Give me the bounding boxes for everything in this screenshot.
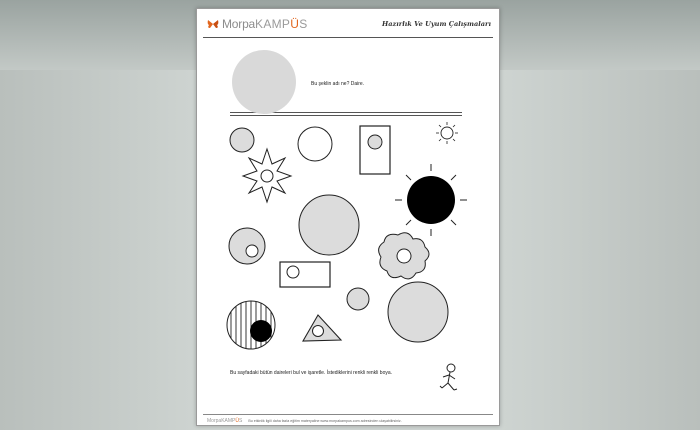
circle-small-middle[interactable] bbox=[347, 288, 369, 310]
black-circle-inner[interactable] bbox=[250, 320, 272, 342]
footer-text: Bu etkinlik ilgili daha fazla eğitim materyaline www.morpakampus.com adresinden ulaşabilirsiniz. bbox=[248, 419, 402, 423]
circle-in-starburst[interactable] bbox=[261, 170, 273, 182]
circle-large-bottom-right[interactable] bbox=[388, 282, 448, 342]
circle-medium-left[interactable] bbox=[229, 228, 265, 264]
worksheet-page bbox=[196, 8, 500, 426]
shapes-canvas bbox=[197, 9, 499, 425]
brand-prefix: Morpa bbox=[222, 17, 256, 31]
stick-figure-icon bbox=[440, 364, 457, 390]
circle-in-horizontal-rectangle[interactable] bbox=[287, 266, 299, 278]
brand-main: KAMPÜS bbox=[255, 17, 308, 31]
circle-in-circle[interactable] bbox=[246, 245, 258, 257]
circle-large-center[interactable] bbox=[299, 195, 359, 255]
page-footer bbox=[207, 418, 402, 424]
circle-in-rectangle[interactable] bbox=[368, 135, 382, 149]
striped-circle[interactable] bbox=[227, 299, 275, 351]
example-circle bbox=[232, 50, 296, 114]
question-text: Bu şeklin adı ne? Daire. bbox=[311, 81, 365, 87]
instruction-text: Bu sayfadaki bütün daireleri bul ve işaretle. İstediklerini renkli renkli boya. bbox=[230, 370, 393, 376]
starburst-shape[interactable] bbox=[243, 149, 291, 202]
footer-divider bbox=[203, 414, 493, 415]
circle-in-triangle[interactable] bbox=[313, 326, 324, 337]
sun-large-icon[interactable] bbox=[395, 164, 467, 236]
rectangle-with-circle[interactable] bbox=[360, 126, 390, 174]
sun-small-icon bbox=[436, 122, 458, 144]
circle-small-top-left[interactable] bbox=[230, 128, 254, 152]
flower-shape[interactable] bbox=[379, 233, 429, 279]
footer-brand: MorpaKAMPÜS bbox=[207, 418, 243, 424]
page-title: Hazırlık Ve Uyum Çalışmaları bbox=[382, 20, 491, 28]
circle-in-flower[interactable] bbox=[397, 249, 411, 263]
circle-medium-top[interactable] bbox=[298, 127, 332, 161]
